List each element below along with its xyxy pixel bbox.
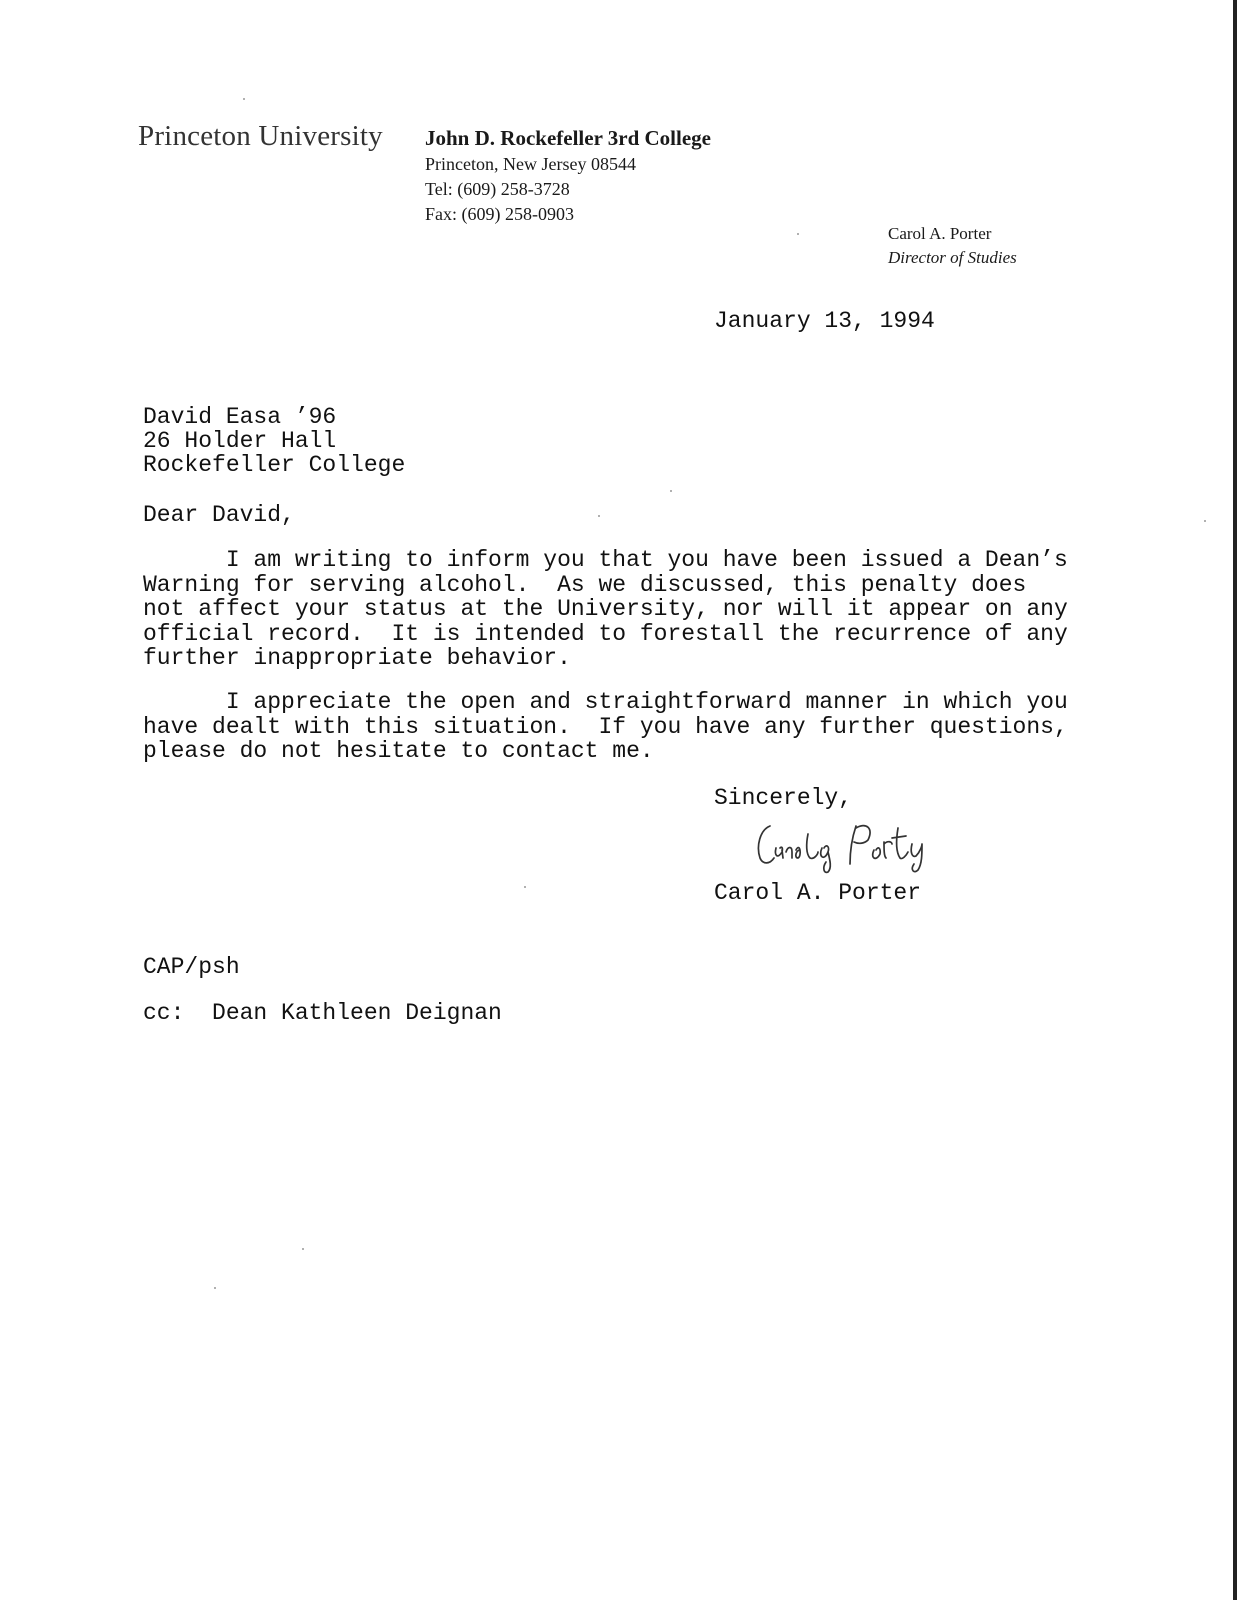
body-paragraph-1 — [143, 548, 1078, 671]
recipient-line: David Easa ’96 — [143, 404, 337, 430]
closing: Sincerely, — [714, 785, 853, 811]
paragraph-line: further inappropriate behavior. — [143, 645, 571, 671]
cc-line: cc: Dean Kathleen Deignan — [143, 1000, 502, 1026]
scan-speck — [243, 98, 245, 100]
scan-speck — [598, 515, 600, 517]
scan-speck — [302, 1248, 304, 1250]
scan-speck — [1204, 520, 1206, 522]
recipient-line: Rockefeller College — [143, 452, 406, 478]
college-address: Princeton, New Jersey 08544 — [425, 154, 636, 174]
paragraph-line: Warning for serving alcohol. As we discussed, this penalty does — [143, 571, 1027, 598]
college-fax: Fax: (609) 258-0903 — [425, 204, 574, 224]
director-title: Director of Studies — [888, 248, 1017, 267]
letter-date: January 13, 1994 — [714, 308, 935, 334]
scan-speck — [524, 886, 526, 888]
paragraph-line: official record. It is intended to forestall the recurrence of any — [143, 620, 1068, 647]
paragraph-line: not affect your status at the University, nor will it appear on any — [143, 596, 1068, 622]
scan-speck — [670, 490, 672, 492]
handwritten-signature — [752, 812, 952, 879]
paragraph-line: I appreciate the open and straightforward manner in which you — [143, 689, 1068, 715]
paragraph-line: please do not hesitate to contact me. — [143, 738, 654, 764]
college-name: John D. Rockefeller 3rd College — [425, 126, 711, 150]
college-tel: Tel: (609) 258-3728 — [425, 179, 570, 199]
paragraph-line: I am writing to inform you that you have been issued a Dean’s — [143, 547, 1068, 573]
director-block — [888, 222, 1017, 270]
signer-name: Carol A. Porter — [714, 880, 922, 906]
scan-edge — [1233, 0, 1237, 1600]
signature-drawing — [752, 812, 952, 874]
university-name: Princeton University — [138, 120, 383, 152]
salutation: Dear David, — [143, 502, 295, 528]
recipient-line: 26 Holder Hall — [143, 428, 337, 454]
scan-speck — [214, 1287, 216, 1289]
director-name: Carol A. Porter — [888, 224, 992, 243]
college-letterhead — [425, 124, 711, 227]
recipient-address — [143, 405, 405, 477]
scan-speck — [797, 233, 799, 235]
typist-initials: CAP/psh — [143, 954, 240, 980]
body-paragraph-2 — [143, 690, 1078, 764]
paragraph-line: have dealt with this situation. If you have any further questions, — [143, 713, 1068, 740]
